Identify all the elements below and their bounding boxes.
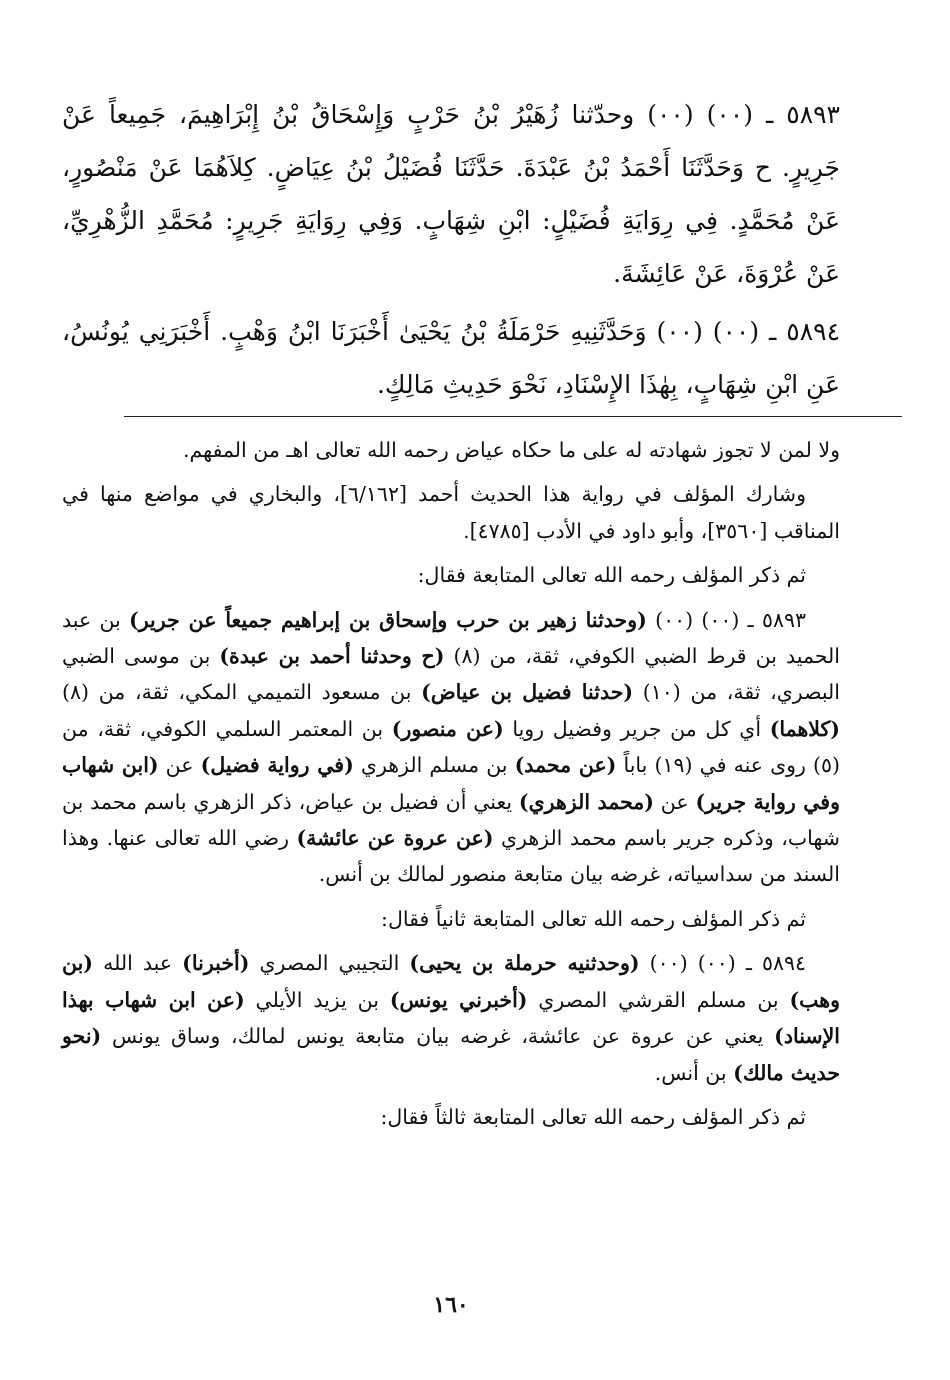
quoted-text: (ح وحدثنا أحمد بن عبدة): [219, 644, 445, 669]
commentary-text: التجيبي المصري: [249, 951, 410, 976]
hadith-number-5893: ٥٨٩٣ ـ (٠٠) (٠٠): [646, 607, 806, 632]
quoted-text: (وحدثنيه حرملة بن يحيى): [409, 951, 640, 976]
hadith-5894-line-1: ٥٨٩٤ ـ (٠٠) (٠٠) وَحَدَّثَنِيهِ حَرْمَلَةُ بْنُ يَحْيَىٰ أَخْبَرَنَا ابْنُ وَهْبٍ. أَخْبَرَنِي: [138, 317, 840, 346]
commentary-text: بن مسلم الزهري: [353, 753, 515, 778]
hadith-5894: [62, 305, 840, 411]
commentary-text: يعني أن فضيل بن عياض، ذكر الزهري باسم محمد بن شهاب، وذكره جرير باسم محمد الزهري: [62, 789, 840, 851]
commentary-paragraph-2: وشارك المؤلف في رواية هذا الحديث أحمد [٦/١٦٢]، والبخاري في مواضع منها في المناقب [٣٥٦٠]، وأبو داود في الأدب [٤٧٨٥].: [62, 482, 840, 543]
quoted-text: (بن وهب): [62, 951, 841, 1012]
commentary-text: بن المعتمر السلمي الكوفي، ثقة، من (٥) روى عنه في (١٩) باباً: [62, 716, 841, 778]
quoted-text: (ابن شهاب وفي رواية جرير): [62, 753, 840, 814]
hadith-5893-line-2: عَنْ جَرِيرٍ. ح وَحَدَّثَنَا أَحْمَدُ بْنُ عَبْدَةَ. حَدَّثَنَا فُضَيْلُ بْنُ عِيَاضٍ. كِلاَهُمَا عَنْ: [62, 100, 840, 182]
quoted-text: (عن ابن شهاب بهذا الإسناد): [62, 987, 840, 1049]
commentary-paragraph-1: ولا لمن لا تجوز شهادته له على ما حكاه عياض رحمه الله تعالى اهـ من المفهم.: [182, 438, 840, 462]
commentary-text: بن عبد الحميد بن قرط الضبي الكوفي، ثقة، من (٨): [62, 607, 840, 669]
commentary-text: بن يزيد الأيلي: [244, 987, 390, 1012]
commentary-paragraph-7: ثم ذكر المؤلف رحمه الله تعالى المتابعة ثالثاً فقال:: [380, 1104, 806, 1129]
quoted-text: (عن منصور): [391, 716, 504, 741]
commentary-text: عن: [158, 753, 201, 778]
commentary-text: عن: [653, 789, 696, 814]
commentary-text: بن مسعود التميمي المكي، ثقة، من (٨): [62, 680, 422, 705]
commentary-paragraph-4: [62, 602, 840, 893]
commentary-text: عبد الله: [93, 951, 183, 976]
hadith-5893-line-3: مَنْصُورٍ، عَنْ مُحَمَّدٍ. فِي رِوَايَةِ فُضَيْلٍ: ابْنِ شِهَابٍ. وَفِي رِوَايَةِ جَرِيرٍ: مُحَمَّدِ: [62, 153, 840, 235]
hadith-number-5894: ٥٨٩٤ ـ (٠٠) (٠٠): [639, 951, 807, 976]
commentary-text: بن مسلم القرشي المصري: [527, 987, 790, 1012]
hadith-text-section: [62, 88, 840, 416]
hadith-5893: [62, 88, 840, 300]
commentary-text: رضي الله تعالى عنها. وهذا السند من سداسياته، غرضه بيان متابعة منصور لمالك بن أنس.: [62, 826, 840, 887]
commentary-paragraph-3: ثم ذكر المؤلف رحمه الله تعالى المتابعة فقال:: [417, 563, 806, 588]
quoted-text: (وحدثنا زهير بن حرب وإسحاق بن إبراهيم جميعاً عن جرير): [129, 607, 647, 632]
hadith-5893-line-1: ٥٨٩٣ ـ (٠٠) (٠٠) وحدّثنا زُهَيْرُ بْنُ حَرْبٍ وَإِسْحَاقُ بْنُ إِبْرَاهِيمَ، جَمِيعاً: [108, 100, 840, 129]
quoted-text: (أخبرني يونس): [389, 987, 528, 1012]
commentary-text: بن موسى الضبي البصري، ثقة، من (١٠): [62, 644, 840, 705]
commentary-text: يعني عن عروة عن عائشة، غرضه بيان متابعة يونس لمالك، وساق يونس: [101, 1024, 775, 1049]
commentary-text: أي كل من جرير وفضيل رويا: [503, 716, 770, 741]
page-number: ١٦٠: [433, 1292, 469, 1318]
commentary-section: [62, 432, 840, 1143]
quoted-text: (في رواية فضيل): [200, 753, 354, 778]
commentary-paragraph-5: ثم ذكر المؤلف رحمه الله تعالى المتابعة ثانياً فقال:: [381, 906, 806, 931]
quoted-text: (محمد الزهري): [518, 789, 654, 814]
quoted-text: (عن عروة عن عائشة): [296, 826, 494, 851]
quoted-text: (كلاهما): [769, 716, 841, 741]
commentary-paragraph-6: [62, 945, 840, 1091]
quoted-text: (حدثنا فضيل بن عياض): [421, 680, 634, 705]
quoted-text: (أخبرنا): [182, 951, 250, 976]
hadith-5893-line-4: الزُّهْرِيِّ، عَنْ عُرْوَةَ، عَنْ عَائِشَةَ.: [62, 206, 840, 288]
hadith-5894-line-2: يُونُسُ، عَنِ ابْنِ شِهَابٍ، بِهٰذَا الإِسْنَادِ، نَحْوَ حَدِيثِ مَالِكٍ.: [62, 317, 840, 399]
commentary-text: بن أنس.: [654, 1060, 734, 1085]
quoted-text: (عن محمد): [514, 753, 617, 778]
book-page: [62, 0, 840, 1380]
quoted-text: (نحو حديث مالك): [62, 1024, 840, 1085]
section-divider: [124, 416, 902, 417]
